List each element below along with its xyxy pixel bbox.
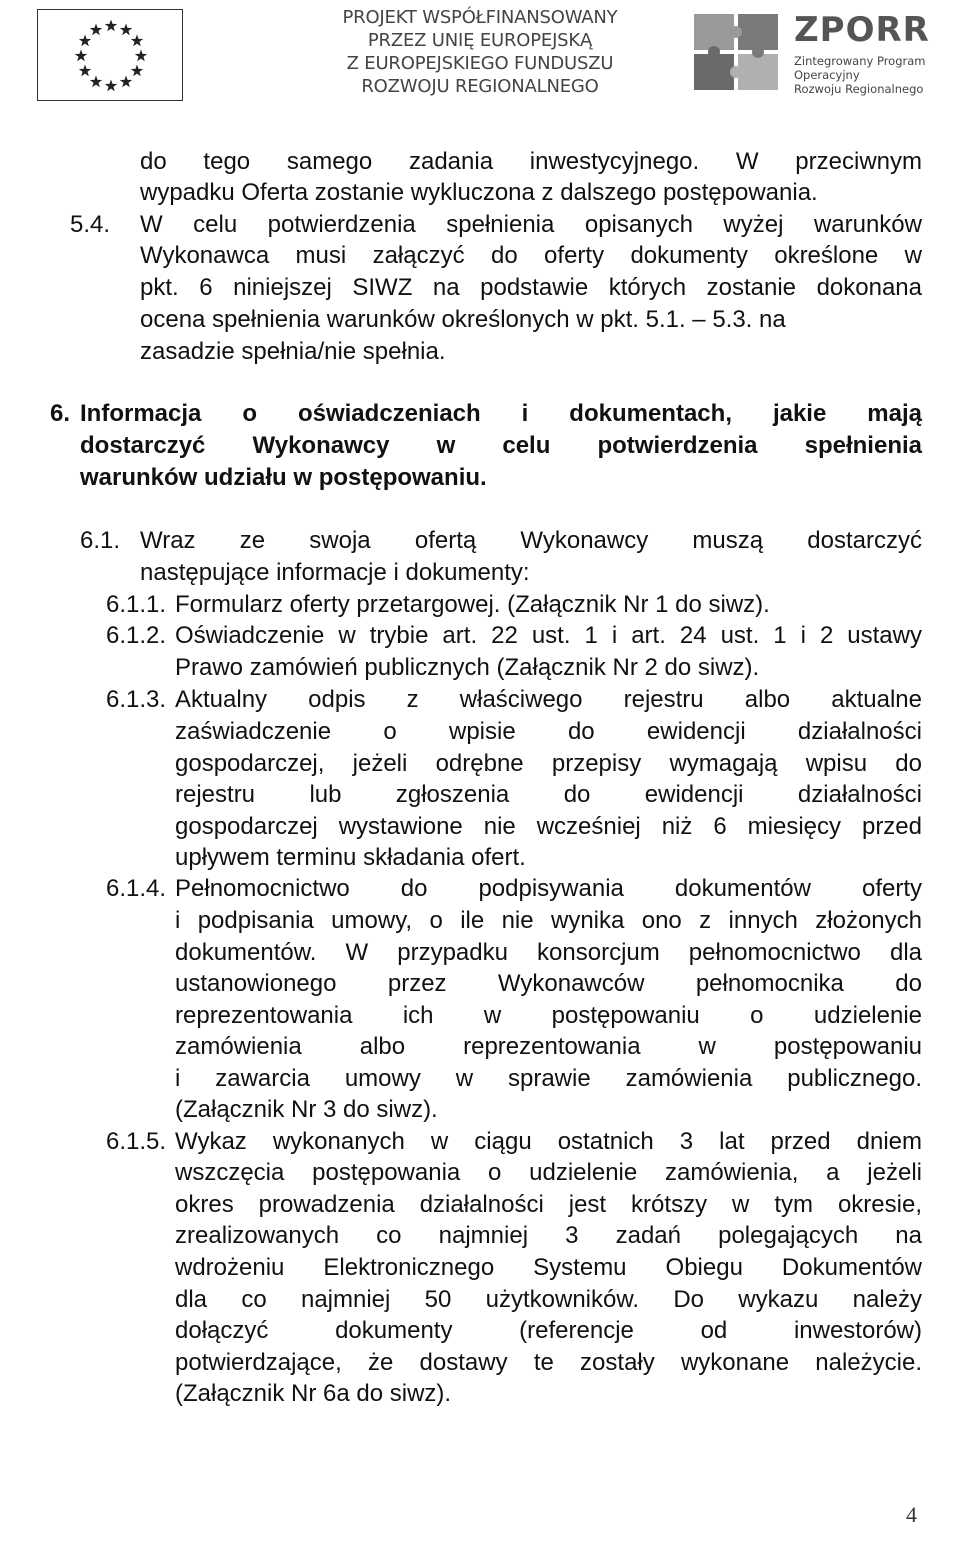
- text-line: (Załącznik Nr 3 do siwz).: [175, 1096, 438, 1123]
- text-line: gospodarczej wystawione nie wcześniej niż 6 miesięcy przed: [175, 813, 922, 840]
- zporr-sub-line: Rozwoju Regionalnego: [794, 82, 924, 96]
- eu-star-icon: [79, 35, 91, 47]
- text-line: wdrożeniu Elektronicznego Systemu Obiegu Dokumentów: [175, 1254, 922, 1281]
- section-heading-line: Informacja o oświadczeniach i dokumentach, jakie mają: [80, 400, 922, 427]
- text-line: Formularz oferty przetargowej. (Załącznik Nr 1 do siwz).: [175, 591, 770, 618]
- page-number: 4: [906, 1502, 917, 1527]
- section-number: 6.1.2.: [106, 622, 167, 649]
- project-cofinancing-text: [300, 6, 660, 98]
- section-number: 6.: [50, 400, 71, 427]
- zporr-logo: [690, 10, 930, 98]
- text-line: wypadku Oferta zostanie wykluczona z dalszego postępowania.: [140, 179, 818, 206]
- eu-star-icon: [105, 20, 117, 32]
- eu-star-icon: [120, 75, 132, 87]
- text-line: Prawo zamówień publicznych (Załącznik Nr 2 do siwz).: [175, 654, 760, 681]
- text-line: dołączyć dokumenty (referencje od inwestorów): [175, 1317, 922, 1344]
- text-line: zaświadczenie o wpisie do ewidencji działalności: [175, 718, 922, 745]
- text-line: okres prowadzenia działalności jest krótszy w tym okresie,: [175, 1191, 922, 1218]
- text-line: gospodarczej, jeżeli odrębne przepisy wymagają wpisu do: [175, 750, 922, 777]
- zporr-title: ZPORR: [794, 10, 930, 50]
- text-line: i zawarcia umowy w sprawie zamówienia publicznego.: [175, 1065, 922, 1092]
- text-line: zamówienia albo reprezentowania w postępowaniu: [175, 1033, 922, 1060]
- section-number: 6.1.1.: [106, 591, 167, 618]
- text-line: rejestru lub zgłoszenia do ewidencji działalności: [175, 781, 922, 808]
- section-number: 6.1.: [80, 527, 121, 554]
- text-line: dla co najmniej 50 użytkowników. Do wykazu należy: [175, 1286, 922, 1313]
- project-line: PRZEZ UNIĘ EUROPEJSKĄ: [367, 30, 593, 51]
- eu-star-icon: [131, 65, 143, 77]
- project-line: PROJEKT WSPÓŁFINANSOWANY: [342, 7, 618, 28]
- zporr-subtitle: [794, 54, 925, 96]
- text-line: reprezentowania ich w postępowaniu o udzielenie: [175, 1002, 922, 1029]
- eu-star-icon: [90, 24, 102, 36]
- text-line: (Załącznik Nr 6a do siwz).: [175, 1380, 452, 1407]
- text-line: dokumentów. W przypadku konsorcjum pełnomocnictwo dla: [175, 939, 922, 966]
- text-line: Wykaz wykonanych w ciągu ostatnich 3 lat przed dniem: [175, 1128, 922, 1155]
- eu-star-icon: [105, 80, 117, 92]
- eu-star-icon: [135, 50, 147, 62]
- section-number: 6.1.4.: [106, 875, 167, 902]
- text-line: i podpisania umowy, o ile nie wynika ono z innych złożonych: [175, 907, 922, 934]
- text-line: upływem terminu składania ofert.: [175, 844, 526, 871]
- section-heading-line: warunków udziału w postępowaniu.: [80, 464, 487, 491]
- text-line: wszczęcia postępowania o udzielenie zamówienia, a jeżeli: [175, 1159, 922, 1186]
- project-line: Z EUROPEJSKIEGO FUNDUSZU: [346, 53, 614, 74]
- text-line: Wraz ze swoja ofertą Wykonawcy muszą dostarczyć: [140, 527, 922, 554]
- section-heading-line: dostarczyć Wykonawcy w celu potwierdzenia spełnienia: [80, 432, 922, 459]
- eu-star-icon: [75, 50, 87, 62]
- puzzle-icon: [690, 10, 790, 98]
- project-line: ROZWOJU REGIONALNEGO: [361, 76, 599, 97]
- eu-star-icon: [131, 35, 143, 47]
- eu-star-icon: [90, 75, 102, 87]
- eu-star-icon: [120, 24, 132, 36]
- text-line: następujące informacje i dokumenty:: [140, 559, 530, 586]
- text-line: zasadzie spełnia/nie spełnia.: [140, 338, 446, 365]
- text-line: Oświadczenie w trybie art. 22 ust. 1 i art. 24 ust. 1 i 2 ustawy: [175, 622, 922, 649]
- text-line: ocena spełnienia warunków określonych w pkt. 5.1. – 5.3. na: [140, 306, 786, 333]
- text-line: W celu potwierdzenia spełnienia opisanych wyżej warunków: [140, 211, 922, 238]
- text-line: potwierdzające, że dostawy te zostały wykonane należycie.: [175, 1349, 922, 1376]
- text-line: Aktualny odpis z właściwego rejestru albo aktualne: [175, 686, 922, 713]
- section-number: 6.1.3.: [106, 686, 167, 713]
- text-line: ustanowionego przez Wykonawców pełnomocnika do: [175, 970, 922, 997]
- text-line: do tego samego zadania inwestycyjnego. W przeciwnym: [140, 148, 922, 175]
- section-number: 5.4.: [70, 211, 111, 238]
- eu-flag-logo: [37, 9, 183, 101]
- text-line: Wykonawca musi załączyć do oferty dokumenty określone w: [140, 242, 922, 269]
- text-line: Pełnomocnictwo do podpisywania dokumentów oferty: [175, 875, 922, 902]
- text-line: pkt. 6 niniejszej SIWZ na podstawie których zostanie dokonana: [140, 274, 922, 301]
- section-number: 6.1.5.: [106, 1128, 167, 1155]
- zporr-sub-line: Zintegrowany Program: [794, 54, 926, 68]
- text-line: zrealizowanych co najmniej 3 zadań polegających na: [175, 1222, 922, 1249]
- zporr-sub-line: Operacyjny: [794, 68, 860, 82]
- eu-star-icon: [79, 65, 91, 77]
- page-header: [0, 0, 960, 110]
